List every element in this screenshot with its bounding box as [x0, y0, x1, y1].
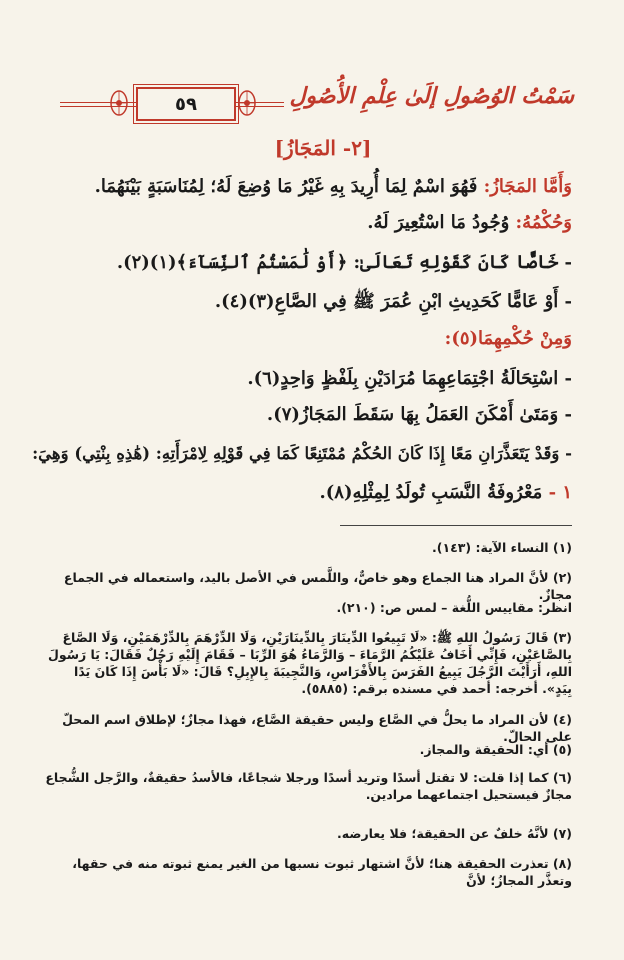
- footnote-text: النساء الآية: (١٤٣).: [432, 540, 549, 555]
- footnote-number: (٣): [552, 630, 572, 645]
- footnote-number: (٧): [552, 826, 572, 841]
- term-label: وَحُكْمُهُ:: [515, 212, 572, 233]
- floral-ornament-icon: [236, 88, 258, 118]
- page-number: ٥٩: [136, 87, 236, 121]
- footnote: [40, 600, 572, 617]
- footnote-text: أي: الحقيقة والمجاز.: [419, 742, 549, 757]
- footnote-number: (٨): [552, 856, 572, 871]
- footnote: [40, 570, 572, 604]
- line-text: وُجُودُ مَا اسْتُعِيرَ لَهُ.: [367, 212, 516, 233]
- footnote-separator: [340, 525, 572, 526]
- line-text: - وَمَتَىٰ أَمْكَنَ العَمَلُ بِهَا سَقَطَ المَجَازُ(٧).: [266, 404, 572, 425]
- footnote-number: (٥): [552, 742, 572, 757]
- line-text: - أَوْ عَامًّا كَحَدِيثِ ابْنِ عُمَرَ ﷺ فِي الصَّاعِ(٣)(٤).: [214, 291, 572, 312]
- footnote-text: انظر: مقاييس اللُّغة – لمس ص: (٢١٠).: [336, 600, 572, 615]
- footnote-text: كما إذا قلت: لا تقتل أسدًا وتريد أسدًا ورجلا شجاعًا، فالأسدُ حقيقةٌ، والرَّجل الشُّجاع مجازٌ فيستحيل اجتماعهما مرادين.: [45, 770, 572, 802]
- footnote: [40, 826, 572, 843]
- footnote-number: (١): [552, 540, 572, 555]
- footnote: [40, 770, 572, 804]
- footnote-text: لأنَّ المراد هنا الجماع وهو خاصٌّ، واللَّمس في الأصل باليد، واستعماله في الجماع مجازٌ.: [63, 570, 572, 602]
- footnote: [40, 630, 572, 698]
- line-text: مَعْرُوفَةُ النَّسَبِ تُولَدُ لِمِثْلِهِ(٨).: [319, 482, 543, 503]
- line-text: فَهُوَ اسْمٌ لِمَا أُرِيدَ بِهِ غَيْرُ مَا وُضِعَ لَهُ؛ لِمُنَاسَبَةٍ بَيْنَهُمَا.: [94, 176, 484, 197]
- list-number: ١ -: [542, 482, 572, 503]
- footnote: [40, 856, 572, 890]
- footnote: [40, 742, 572, 759]
- body-line: [74, 290, 572, 316]
- body-line: [74, 368, 572, 389]
- body-line: [74, 328, 572, 349]
- footnote: [40, 712, 572, 746]
- body-line: [74, 482, 572, 503]
- line-text: - خَاصًّا كَانَ كَقَوْلِهِ تَعَالَىٰ: ﴿أَوْ لَٰمَسْتُمُ ٱلنِّسَآءَ﴾(١)(٢).: [116, 252, 572, 273]
- page-header: [60, 82, 580, 126]
- body-line: [74, 176, 572, 197]
- footnote-text: لأن المراد ما يحلُّ في الصَّاع وليس حقيقة الصَّاع، فهذا مجازٌ؛ لإطلاق اسم المحلّ على الحالّ.: [62, 712, 572, 744]
- line-text: - وَقَدْ يَتَعَذَّرَانِ مَعًا إِذَا كَانَ الحُكْمُ مُمْتَنِعًا كَمَا فِي قَوْلِهِ لِامْرَأَتِهِ: (هَٰذِهِ بِنْتِي) وَهِيَ:: [32, 444, 572, 463]
- footnote-number: (٢): [552, 570, 572, 585]
- book-title: سَمْتُ الوُصُولِ إلَىٰ عِلْمِ الأُصُولِ: [284, 76, 581, 116]
- footnote: [40, 540, 572, 557]
- term-label: وَمِنْ حُكْمِهِمَا(٥):: [444, 328, 572, 349]
- section-title: [٢- المَجَازُ]: [274, 136, 372, 160]
- footnote-number: (٦): [552, 770, 572, 785]
- body-line: [74, 212, 572, 233]
- body-line: [74, 252, 572, 273]
- footnote-text: تعذرت الحقيقة هنا؛ لأنَّ اشتهار ثبوت نسبها من الغير يمنع ثبوته منه في حقها، وتعذَّر المجازُ؛ لأنَّ: [72, 856, 572, 888]
- body-line: [32, 444, 572, 463]
- floral-ornament-icon: [108, 88, 130, 118]
- footnote-number: (٤): [552, 712, 572, 727]
- footnote-text: لأنَّهُ خلفٌ عن الحقيقة؛ فلا يعارضه.: [337, 826, 549, 841]
- line-text: - اسْتِحَالَةُ اجْتِمَاعِهِمَا مُرَادَيْنِ بِلَفْظٍ وَاحِدٍ(٦).: [247, 368, 572, 389]
- term-label: وَأَمَّا المَجَازُ:: [483, 176, 572, 197]
- body-line: [74, 404, 572, 425]
- footnote-text: قَالَ رَسُولُ اللهِ ﷺ: «لَا تَبِيعُوا الدِّينَارَ بِالدِّينَارَيْنِ، وَلَا الدِّرْهَمَ بِالدِّرْهَمَيْنِ، وَلَا الصَّاعَ بِالصَّاعَيْنِ، فَإِنِّي أَخَافُ عَلَيْكُمُ الرَّمَاءَ – وَالرَّمَاءُ هُوَ الرِّبَا – فَقَامَ إِلَيْهِ رَجُلٌ فَقَالَ: يَا رَسُولَ اللهِ، أَرَأَيْتَ الرَّجُلَ يَبِيعُ الفَرَسَ بِالأَفْرَاسِ، وَالنَّجِيبَةَ بِالإِبِلِ؟ قَالَ: «لَا بَأْسَ إِذَا كَانَ يَدًا بِيَدٍ». أخرجه: أحمد في مسنده برقم: (٥٨٨٥).: [48, 630, 572, 696]
